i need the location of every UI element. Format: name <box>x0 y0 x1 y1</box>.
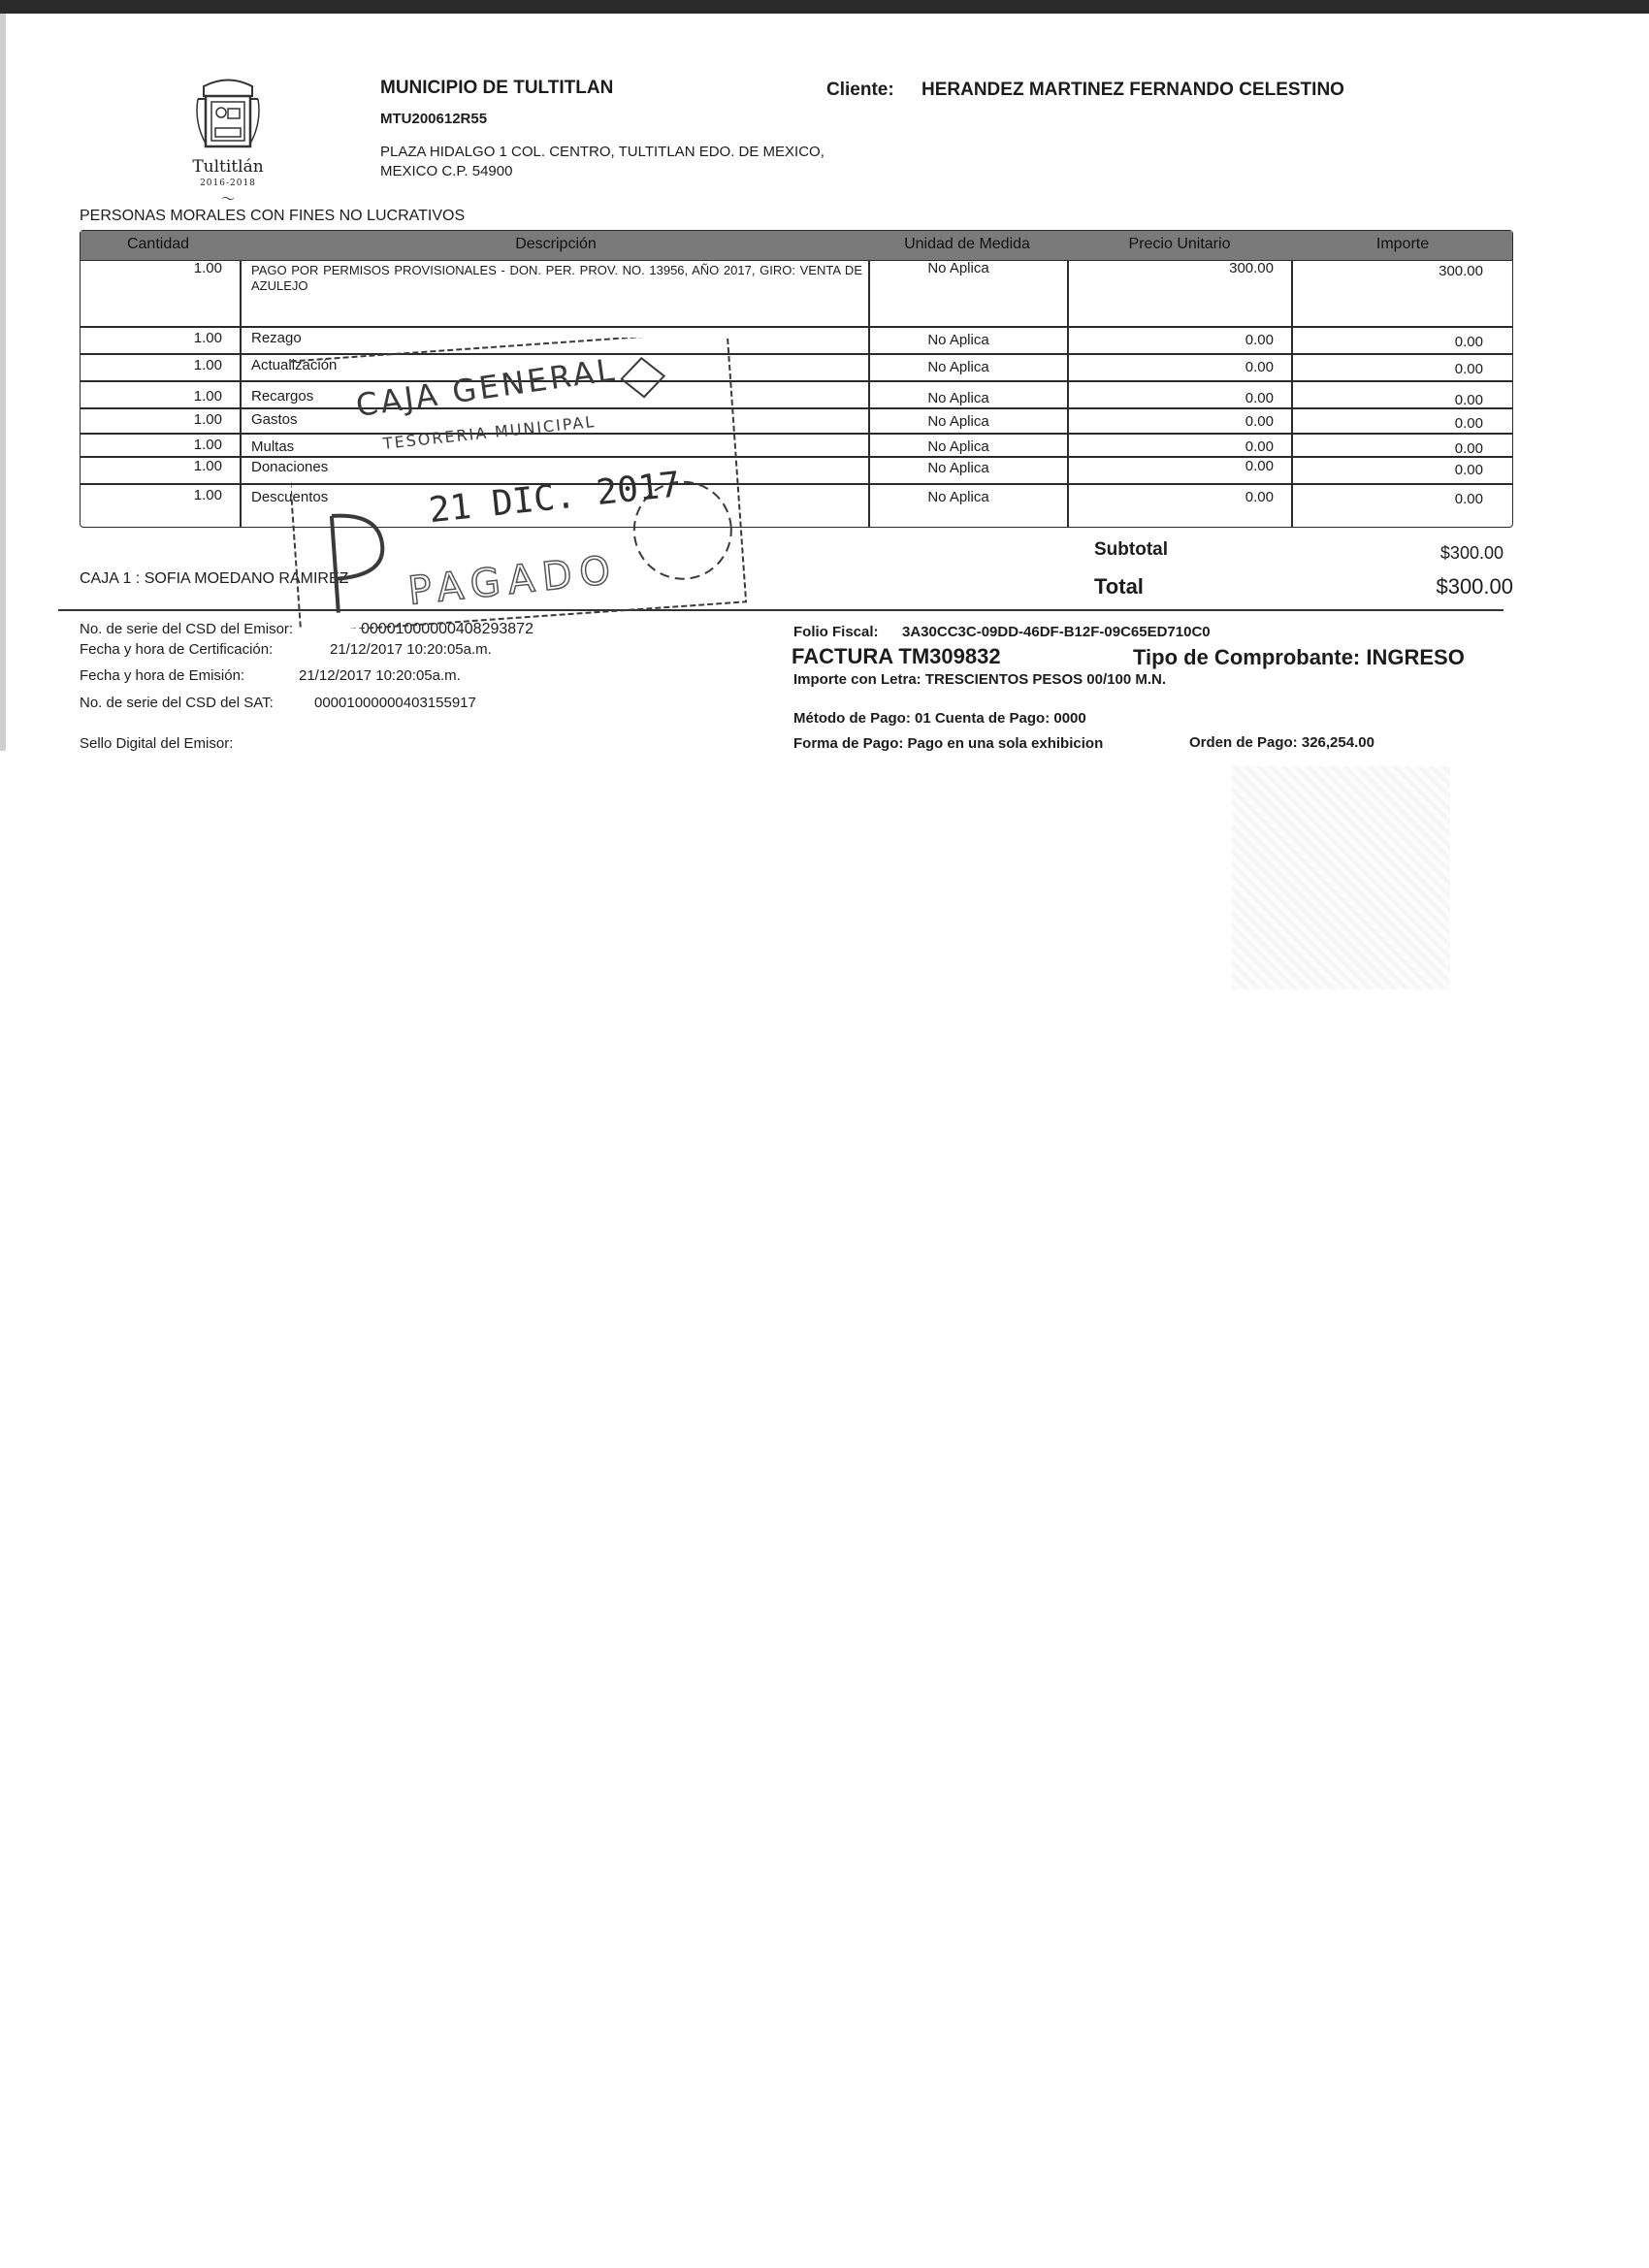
redacted-block <box>834 122 1154 206</box>
payment-method: Método de Pago: 01 Cuenta de Pago: 0000 <box>793 710 1086 727</box>
row-description: Multas <box>251 438 295 455</box>
row-unit: No Aplica <box>927 438 989 455</box>
fiscal-regime: PERSONAS MORALES CON FINES NO LUCRATIVOS <box>80 208 466 224</box>
row-amount: 0.00 <box>1454 462 1483 478</box>
row-price: 0.00 <box>1245 438 1274 455</box>
csd-sat-value: 00001000000403155917 <box>314 695 476 711</box>
client-label: Cliente: <box>826 80 894 100</box>
row-description: Gastos <box>251 411 298 428</box>
table-header <box>81 231 1512 261</box>
row-unit: No Aplica <box>927 413 989 430</box>
certification-date-value: 21/12/2017 10:20:05a.m. <box>330 641 492 658</box>
stamp-paid: PAGADO <box>405 547 621 614</box>
folio-fiscal-label: Folio Fiscal: <box>793 624 879 640</box>
row-price: 0.00 <box>1245 390 1274 406</box>
row-description: Rezago <box>251 330 302 346</box>
logo-years: 2016-2018 <box>200 178 256 188</box>
redacted-block <box>1251 105 1591 146</box>
row-amount: 0.00 <box>1454 392 1483 408</box>
row-amount: 0.00 <box>1454 491 1483 507</box>
invoice-number: FACTURA TM309832 <box>792 644 1001 668</box>
emission-date-value: 21/12/2017 10:20:05a.m. <box>299 667 461 684</box>
row-price: 300.00 <box>1229 260 1274 276</box>
voucher-type: Tipo de Comprobante: INGRESO <box>1133 645 1465 669</box>
row-amount: 0.00 <box>1454 440 1483 457</box>
row-quantity: 1.00 <box>193 260 222 276</box>
header-precio: Precio Unitario <box>1128 236 1231 252</box>
qr-code-icon <box>1232 766 1450 989</box>
row-unit: No Aplica <box>927 260 989 276</box>
totals-divider <box>58 609 1504 611</box>
subtotal-value: $300.00 <box>1439 543 1504 563</box>
certification-date-label: Fecha y hora de Certificación: <box>80 641 274 658</box>
total-value: $300.00 <box>1436 574 1513 599</box>
row-amount: 300.00 <box>1439 263 1483 279</box>
row-quantity: 1.00 <box>193 487 222 503</box>
issuer-name: MUNICIPIO DE TULTITLAN <box>380 78 614 98</box>
row-price: 0.00 <box>1245 413 1274 430</box>
row-quantity: 1.00 <box>193 411 222 428</box>
issuer-rfc: MTU200612R55 <box>380 111 488 127</box>
row-quantity: 1.00 <box>193 388 222 405</box>
row-price: 0.00 <box>1245 458 1274 474</box>
row-price: 0.00 <box>1245 359 1274 375</box>
row-unit: No Aplica <box>927 390 989 406</box>
row-amount: 0.00 <box>1454 361 1483 377</box>
paid-stamp <box>291 338 757 629</box>
emission-date-label: Fecha y hora de Emisión: <box>80 667 245 684</box>
header-unidad: Unidad de Medida <box>904 236 1030 252</box>
stamp-line-2: TESORERIA MUNICIPAL <box>381 411 598 453</box>
row-unit: No Aplica <box>927 489 989 505</box>
row-unit: No Aplica <box>927 460 989 476</box>
cashier-name: CAJA 1 : SOFIA MOEDANO RAMIREZ <box>80 570 349 587</box>
logo-wordmark: Tultitlán <box>192 157 264 177</box>
header-descripcion: Descripción <box>515 236 597 252</box>
row-description: Donaciones <box>251 459 329 475</box>
column-divider <box>240 260 242 527</box>
amount-in-words: Importe con Letra: TRESCIENTOS PESOS 00/100 M.N. <box>793 671 1166 688</box>
digital-seal-label: Sello Digital del Emisor: <box>80 735 234 752</box>
issuer-address: PLAZA HIDALGO 1 COL. CENTRO, TULTITLAN EDO. DE MEXICO, MEXICO C.P. 54900 <box>380 144 824 179</box>
stamp-line-1: CAJA GENERAL <box>353 350 620 425</box>
client-name: HERANDEZ MARTINEZ FERNANDO CELESTINO <box>922 80 1344 100</box>
payment-order: Orden de Pago: 326,254.00 <box>1189 734 1374 751</box>
subtotal-label: Subtotal <box>1094 539 1168 560</box>
row-unit: No Aplica <box>927 359 989 375</box>
row-description: Actualización <box>251 357 338 373</box>
stamp-date: 21 DIC. 2017 <box>427 465 683 532</box>
row-description: Recargos <box>251 388 314 405</box>
row-description: Descuentos <box>251 489 329 505</box>
logo-tilde-icon: 〜 <box>221 191 235 207</box>
header-importe: Importe <box>1375 236 1430 252</box>
row-price: 0.00 <box>1245 332 1274 348</box>
row-quantity: 1.00 <box>193 357 222 373</box>
row-amount: 0.00 <box>1454 415 1483 432</box>
csd-emisor-label: No. de serie del CSD del Emisor: <box>80 621 294 637</box>
row-quantity: 1.00 <box>193 437 222 453</box>
scan-left-edge <box>0 14 6 751</box>
row-price: 0.00 <box>1245 489 1274 505</box>
folio-fiscal-value: 3A30CC3C-09DD-46DF-B12F-09C65ED710C0 <box>902 624 1211 640</box>
payment-form: Forma de Pago: Pago en una sola exhibicion <box>793 735 1104 752</box>
scan-top-edge <box>0 0 1649 14</box>
row-amount: 0.00 <box>1454 334 1483 350</box>
row-description: PAGO POR PERMISOS PROVISIONALES - DON. PER. PROV. NO. 13956, AÑO 2017, GIRO: VENTA DE AZULEJO <box>251 263 862 293</box>
row-quantity: 1.00 <box>193 458 222 474</box>
row-quantity: 1.00 <box>193 330 222 346</box>
header-cantidad: Cantidad <box>126 236 190 252</box>
row-divider <box>81 326 1512 328</box>
total-label: Total <box>1094 574 1144 599</box>
csd-sat-label: No. de serie del CSD del SAT: <box>80 695 274 711</box>
row-unit: No Aplica <box>927 332 989 348</box>
csd-emisor-value: 00001000000408293872 <box>361 621 534 637</box>
